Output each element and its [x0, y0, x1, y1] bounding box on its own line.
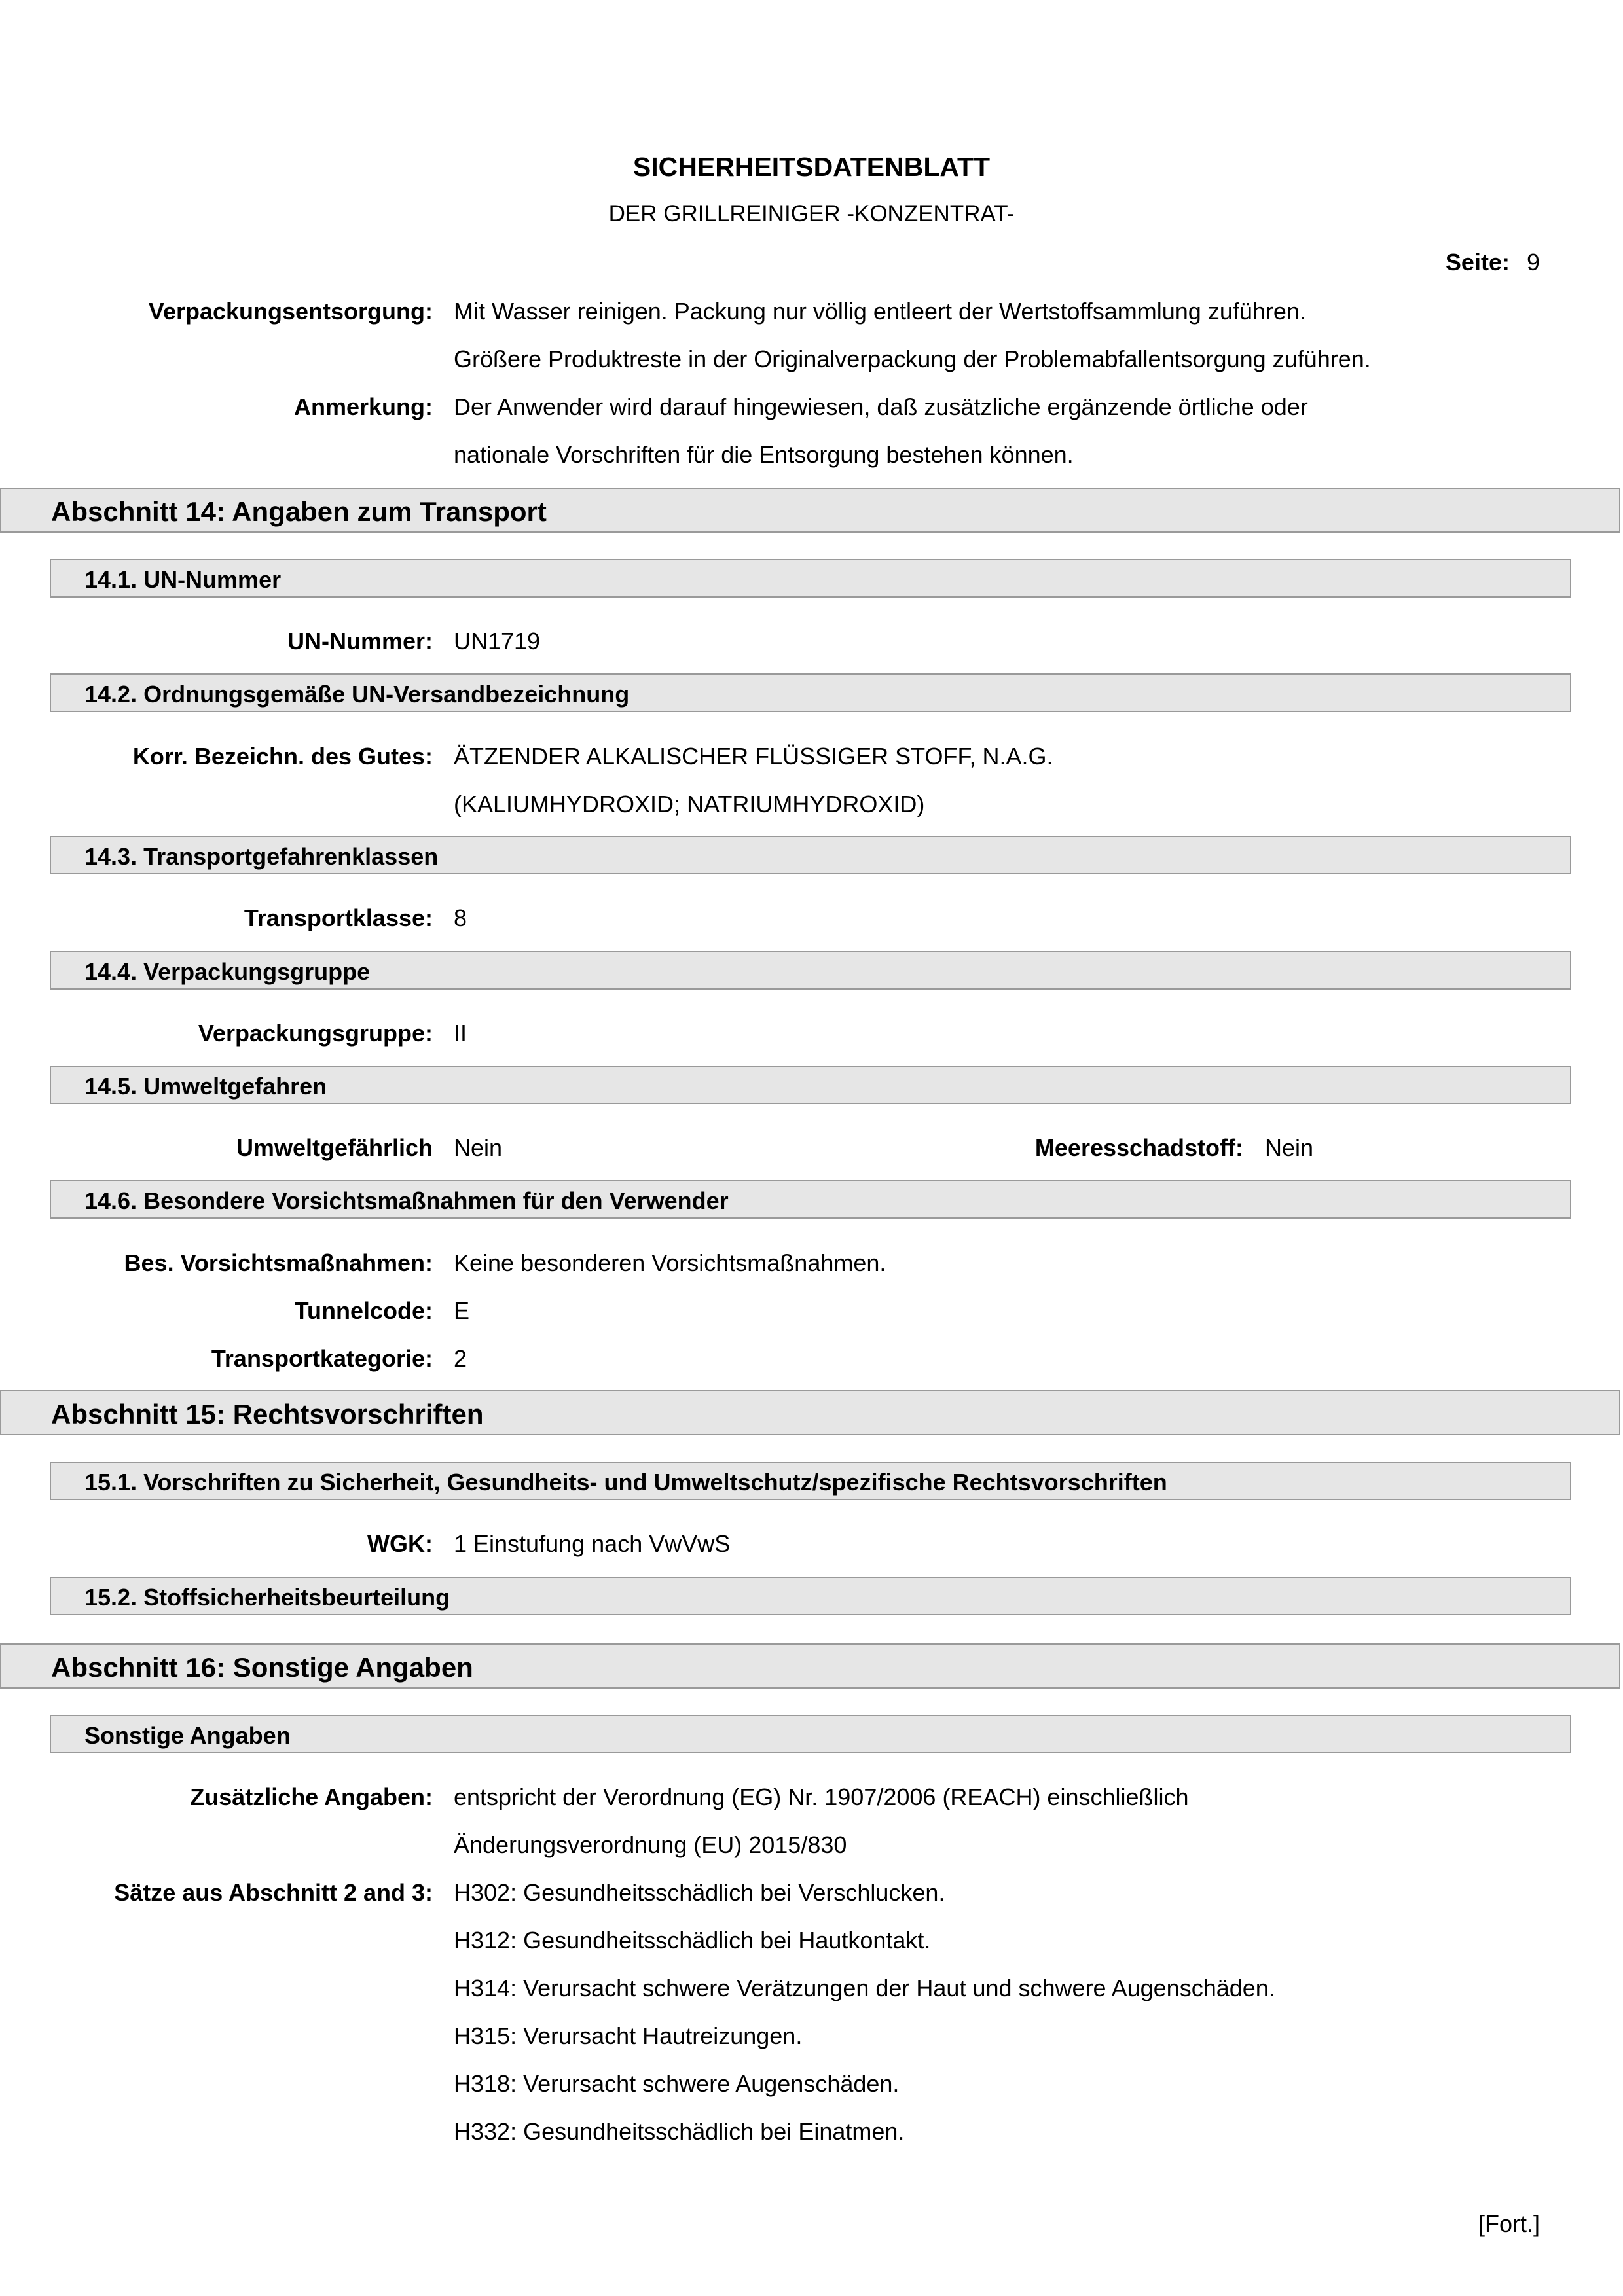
- product-name: DER GRILLREINIGER -KONZENTRAT-: [608, 201, 1015, 226]
- wgk-label: WGK:: [367, 1530, 433, 1557]
- hazard-phrase-h332: H332: Gesundheitsschädlich bei Einatmen.: [454, 2118, 905, 2145]
- subsection-16-header: [50, 1715, 1571, 1753]
- subsection-15-1-header: [50, 1462, 1571, 1500]
- un-number-value: UN1719: [454, 628, 541, 655]
- environmental-hazard-label: Umweltgefährlich: [236, 1134, 433, 1161]
- packing-group-value: II: [454, 1020, 467, 1047]
- marine-pollutant-value: Nein: [1265, 1134, 1314, 1161]
- transport-category-label: Transportkategorie:: [211, 1345, 433, 1372]
- precautions-value: Keine besonderen Vorsichtsmaßnahmen.: [454, 1249, 886, 1276]
- subsection-15-2-header: [50, 1577, 1571, 1615]
- subsection-15-1-title: 15.1. Vorschriften zu Sicherheit, Gesundheits- und Umweltschutz/spezifische Rechtsvorschriften: [84, 1469, 1167, 1496]
- document-title: SICHERHEITSDATENBLATT: [632, 152, 991, 182]
- section-16-title: Abschnitt 16: Sonstige Angaben: [51, 1652, 473, 1683]
- subsection-14-1-header: [50, 559, 1571, 598]
- packaging-disposal-line-2: Größere Produktreste in der Originalverpackung der Problemabfallentsorgung zuführen.: [454, 346, 1371, 372]
- subsection-15-2-title: 15.2. Stoffsicherheitsbeurteilung: [84, 1584, 450, 1611]
- hazard-phrase-h315: H315: Verursacht Hautreizungen.: [454, 2022, 803, 2049]
- packing-group-label: Verpackungsgruppe:: [198, 1020, 433, 1047]
- note-line-1: Der Anwender wird darauf hingewiesen, daß zusätzliche ergänzende örtliche oder: [454, 393, 1308, 420]
- subsection-14-3-title: 14.3. Transportgefahrenklassen: [84, 843, 439, 870]
- section-16-header: [0, 1643, 1620, 1689]
- note-label: Anmerkung:: [293, 393, 433, 420]
- hazard-phrases-label: Sätze aus Abschnitt 2 and 3:: [114, 1879, 433, 1906]
- wgk-value: 1 Einstufung nach VwVwS: [454, 1530, 731, 1557]
- subsection-14-4-title: 14.4. Verpackungsgruppe: [84, 958, 371, 985]
- hazard-phrase-h318: H318: Verursacht schwere Augenschäden.: [454, 2070, 900, 2097]
- un-number-label: UN-Nummer:: [287, 628, 433, 655]
- subsection-14-4-header: [50, 951, 1571, 990]
- hazard-phrase-h312: H312: Gesundheitsschädlich bei Hautkontakt.: [454, 1927, 931, 1954]
- marine-pollutant-label: Meeresschadstoff:: [1034, 1134, 1243, 1161]
- subsection-14-2-title: 14.2. Ordnungsgemäße UN-Versandbezeichnung: [84, 681, 630, 708]
- shipping-name-line-1: ÄTZENDER ALKALISCHER FLÜSSIGER STOFF, N.A.G.: [454, 743, 1053, 770]
- environmental-hazard-value: Nein: [454, 1134, 503, 1161]
- page-label: Seite:: [1445, 249, 1510, 276]
- hazard-phrase-h302: H302: Gesundheitsschädlich bei Verschlucken.: [454, 1879, 945, 1906]
- subsection-14-2-header: [50, 673, 1571, 712]
- additional-info-line-1: entspricht der Verordnung (EG) Nr. 1907/2006 (REACH) einschließlich: [454, 1784, 1189, 1810]
- section-15-header: [0, 1390, 1620, 1435]
- page-number: 9: [1526, 249, 1540, 276]
- section-14-header: [0, 488, 1620, 533]
- subsection-16-title: Sonstige Angaben: [84, 1722, 291, 1749]
- transport-class-value: 8: [454, 905, 467, 931]
- subsection-14-3-header: [50, 836, 1571, 874]
- section-15-title: Abschnitt 15: Rechtsvorschriften: [51, 1399, 484, 1429]
- subsection-14-5-title: 14.5. Umweltgefahren: [84, 1073, 327, 1100]
- precautions-label: Bes. Vorsichtsmaßnahmen:: [124, 1249, 433, 1276]
- shipping-name-label: Korr. Bezeichn. des Gutes:: [132, 743, 433, 770]
- hazard-phrase-h314: H314: Verursacht schwere Verätzungen der Haut und schwere Augenschäden.: [454, 1975, 1275, 2001]
- continued-marker: [Fort.]: [1478, 2210, 1540, 2237]
- packaging-disposal-line-1: Mit Wasser reinigen. Packung nur völlig entleert der Wertstoffsammlung zuführen.: [454, 298, 1306, 325]
- tunnel-code-label: Tunnelcode:: [294, 1297, 433, 1324]
- subsection-14-6-title: 14.6. Besondere Vorsichtsmaßnahmen für den Verwender: [84, 1187, 729, 1214]
- tunnel-code-value: E: [454, 1297, 470, 1324]
- note-line-2: nationale Vorschriften für die Entsorgung bestehen können.: [454, 441, 1074, 468]
- transport-class-label: Transportklasse:: [244, 905, 433, 931]
- transport-category-value: 2: [454, 1345, 467, 1372]
- subsection-14-5-header: [50, 1066, 1571, 1104]
- page-indicator: [1446, 249, 1540, 276]
- additional-info-label: Zusätzliche Angaben:: [190, 1784, 433, 1810]
- subsection-14-1-title: 14.1. UN-Nummer: [84, 566, 282, 593]
- section-14-title: Abschnitt 14: Angaben zum Transport: [51, 496, 547, 527]
- shipping-name-line-2: (KALIUMHYDROXID; NATRIUMHYDROXID): [454, 791, 925, 817]
- additional-info-line-2: Änderungsverordnung (EU) 2015/830: [454, 1831, 847, 1858]
- subsection-14-6-header: [50, 1180, 1571, 1219]
- packaging-disposal-label: Verpackungsentsorgung:: [148, 298, 433, 325]
